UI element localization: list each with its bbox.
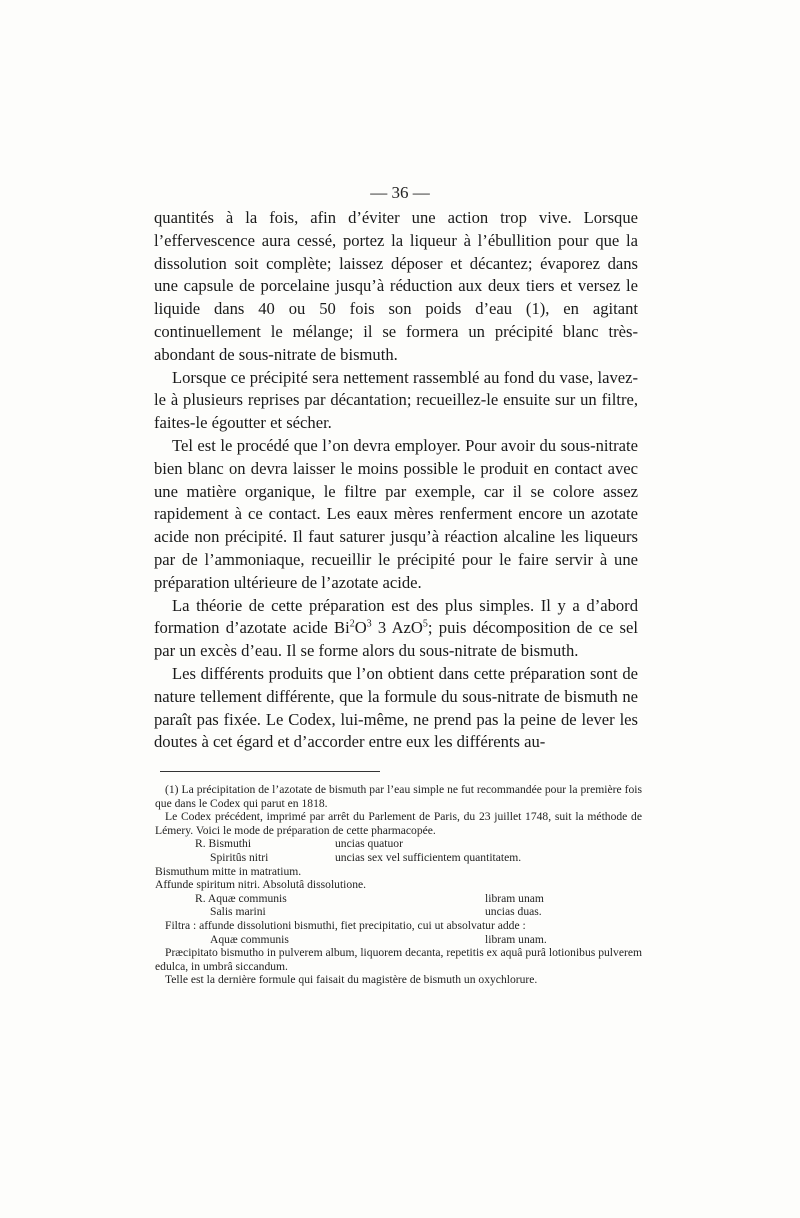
recipe-quantity: libram unam. — [485, 932, 547, 946]
recipe-line-5 — [155, 933, 642, 947]
paragraph-5: Les différents produits que l’on obtient dans cette préparation sont de nature tellement différente, que la formule du sous-nitrate de bismuth ne paraît pas fixée. Le Codex, lui-même, ne prend pas la peine de lever les doutes à cet égard et d’accorder entre eux les différents au- — [154, 663, 638, 752]
paragraph-4-text-b: O — [354, 618, 367, 638]
recipe-line-3 — [155, 892, 642, 906]
recipe-quantity: uncias duas. — [485, 905, 542, 919]
recipe-quantity: uncias quatuor — [335, 837, 403, 851]
recipe-line-1 — [155, 837, 642, 851]
recipe-ingredient: Aquæ communis — [210, 932, 289, 946]
footnotes — [155, 783, 642, 987]
paragraph-4 — [154, 595, 638, 663]
formula-sup-2: 3 — [366, 618, 372, 630]
footnote-2: Le Codex précédent, imprimé par arrêt du Parlement de Paris, du 23 juillet 1748, suit la méthode de Lémery. Voici le mode de préparation de cette pharmacopée. — [155, 810, 642, 837]
paragraph-1: quantités à la fois, afin d’éviter une action trop vive. Lorsque l’effervescence aura cessé, portez la liqueur à l’ébullition pour que la dissolution soit complète; laissez déposer et décantez; évaporez dans une capsule de porcelaine jusqu’à réduction aux deux tiers et versez le liquide dans 40 ou 50 fois son poids d’eau (1), en agitant continuellement le mélange; il se formera un précipité blanc très-abondant de sous-nitrate de bismuth. — [154, 208, 638, 364]
formula-sup-1: 2 — [349, 618, 355, 630]
recipe-ingredient: Spiritûs nitri — [210, 850, 269, 864]
footnote-4: Affunde spiritum nitri. Absolutâ dissolutione. — [155, 878, 367, 892]
footnote-7: Telle est la dernière formule qui faisait du magistère de bismuth un oxychlorure. — [165, 973, 538, 987]
formula-sup-3: 5 — [422, 618, 428, 630]
recipe-ingredient: R. Aquæ communis — [195, 891, 287, 905]
paragraph-2: Lorsque ce précipité sera nettement rassemblé au fond du vase, lavez-le à plusieurs reprises par décantation; recueillez-le ensuite sur un filtre, faites-le égoutter et sécher. — [154, 367, 638, 433]
recipe-quantity: libram unam — [485, 891, 544, 905]
paragraph-4-text-d: ; puis décomposition de ce sel par un excès d’eau. Il se forme alors du sous-nitrate de bismuth. — [154, 618, 638, 661]
page-number: — 36 — — [370, 183, 430, 202]
paragraph-3: Tel est le procédé que l’on devra employer. Pour avoir du sous-nitrate bien blanc on devra laisser le moins possible le produit en contact avec une matière organique, le filtre par exemple, car il se colore assez rapidement à ce contact. Les eaux mères renferment encore un azotate acide non précipité. Il faut saturer jusqu’à réaction alcaline les liqueurs par de l’ammoniaque, recueillir le précipité pour le faire servir à une préparation ultérieure de l’azotate acide. — [154, 435, 638, 592]
paragraph-4-text-a: La théorie de cette préparation est des plus simples. Il y a d’abord formation d’azotate acide Bi — [154, 595, 638, 638]
recipe-line-2 — [155, 851, 642, 865]
footnote-5: Filtra : affunde dissolutioni bismuthi, fiet precipitatio, cui ut absolvatur adde : — [165, 918, 526, 932]
paragraph-4-text-c: 3 AzO — [371, 618, 423, 638]
footnote-divider — [160, 771, 380, 772]
recipe-ingredient: Salis marini — [210, 905, 266, 919]
footnote-6: Præcipitato bismutho in pulverem album, liquorem decanta, repetitis ex aquâ purâ lotionibus pulverem edulca, in umbrâ siccandum. — [155, 946, 642, 973]
footnote-1: (1) La précipitation de l’azotate de bismuth par l’eau simple ne fut recommandée pour la première fois que dans le Codex qui parut en 1818. — [155, 783, 642, 810]
main-text — [154, 207, 638, 754]
recipe-line-4 — [155, 905, 642, 919]
recipe-quantity: uncias sex vel sufficientem quantitatem. — [335, 850, 522, 864]
footnote-3: Bismuthum mitte in matratium. — [155, 864, 302, 878]
recipe-ingredient: R. Bismuthi — [195, 837, 252, 851]
